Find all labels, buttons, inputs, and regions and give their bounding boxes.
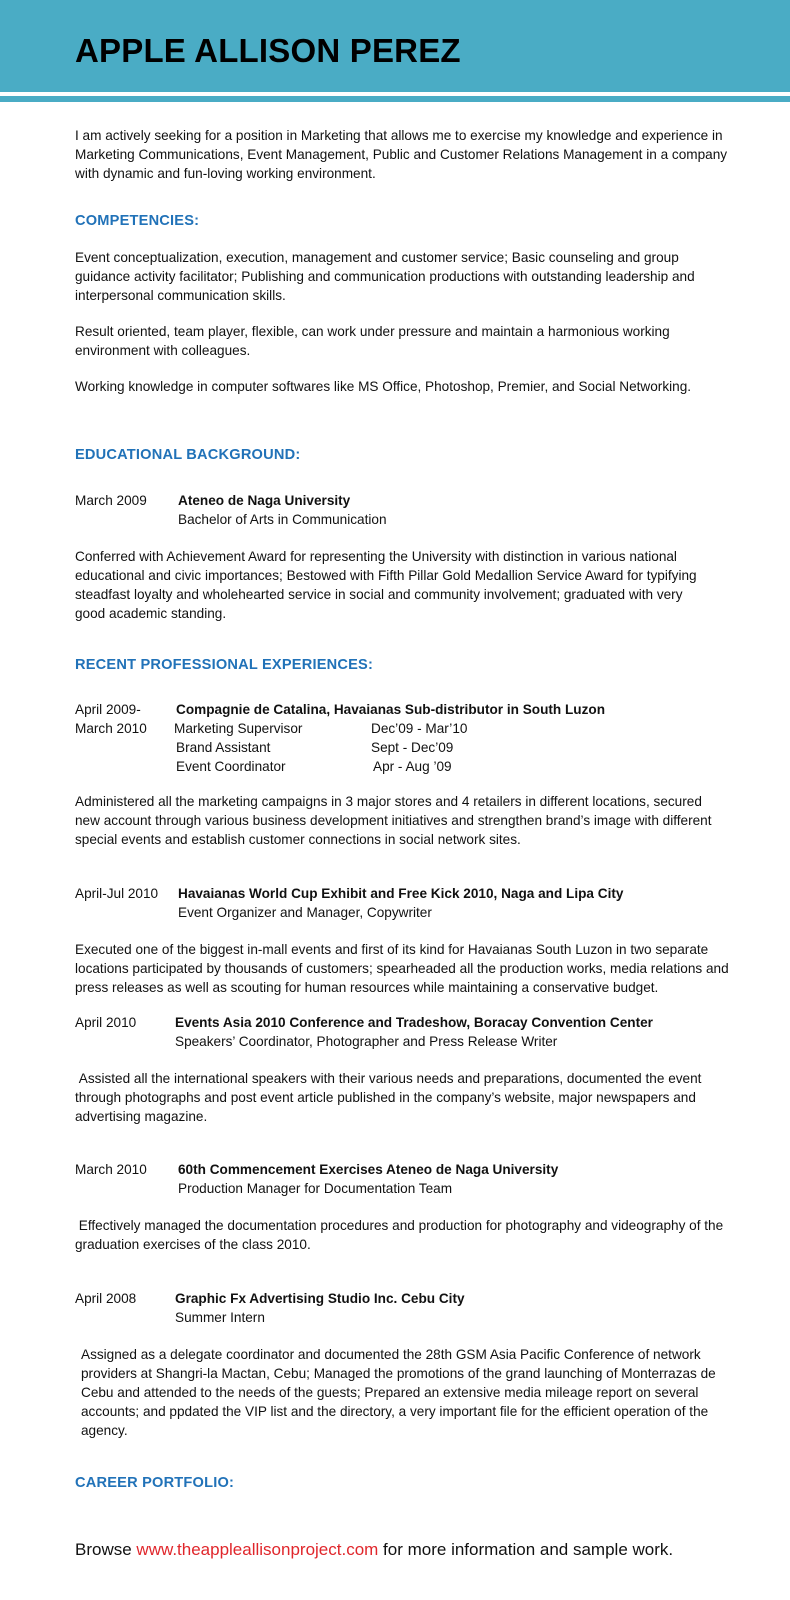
experience-description: Assisted all the international speakers with their various needs and preparations, documented the event through photographs and post event article published in the company’s website, major newspapers and advertising magazine.: [75, 1071, 706, 1124]
competencies-title: COMPETENCIES:: [75, 213, 200, 229]
experience-org: 60th Commencement Exercises Ateneo de Naga University: [178, 1162, 559, 1177]
experience-period: Sept - Dec’09: [371, 740, 454, 755]
portfolio-prefix: Browse: [75, 1540, 137, 1559]
competency-item: Working knowledge in computer softwares like MS Office, Photoshop, Premier, and Social Networking.: [75, 379, 692, 394]
experience-description: Administered all the marketing campaigns in 3 major stores and 4 retailers in different locations, secured new account through various business development initiatives and strengthen brand’s image with different special events and establish customer connections in social network sites.: [75, 794, 712, 847]
education-date: March 2009: [75, 493, 147, 508]
experience-period: Dec’09 - Mar’10: [371, 721, 468, 736]
experience-role: Event Coordinator: [176, 759, 286, 774]
experience-date: April-Jul 2010: [75, 886, 159, 901]
portfolio-title: CAREER PORTFOLIO:: [75, 1475, 235, 1491]
experience-description: Effectively managed the documentation procedures and production for photography and videography of the graduation exercises of the class 2010.: [75, 1218, 727, 1252]
experience-role: Speakers’ Coordinator, Photographer and Press Release Writer: [175, 1034, 558, 1049]
resume-name: APPLE ALLISON PEREZ: [75, 32, 461, 69]
experience-org: Events Asia 2010 Conference and Tradeshow, Boracay Convention Center: [175, 1015, 653, 1030]
education-school: Ateneo de Naga University: [178, 493, 351, 508]
header-rule: [0, 96, 790, 102]
experience-period: Apr - Aug ’09: [373, 759, 452, 774]
experience-org: Graphic Fx Advertising Studio Inc. Cebu City: [175, 1291, 465, 1306]
education-degree: Bachelor of Arts in Communication: [178, 512, 387, 527]
objective-text: I am actively seeking for a position in Marketing that allows me to exercise my knowledge and experience in Marketing Communications, Event Management, Public and Customer Relations Management in a company with dynamic and fun-loving working environment.: [75, 128, 728, 181]
experience-role: Event Organizer and Manager, Copywriter: [178, 905, 432, 920]
experience-description: Assigned as a delegate coordinator and documented the 28th GSM Asia Pacific Conference of network providers at Shangri-la Mactan, Cebu; Managed the promotions of the grand launching of Monterrazas de Cebu and attended to the needs of the guests; Prepared an extensive media mileage report on several accounts; and ppdated the VIP list and the directory, a very important file for the efficient operation of the agency.: [81, 1347, 716, 1438]
experience-org: Compagnie de Catalina, Havaianas Sub-distributor in South Luzon: [176, 702, 605, 717]
experience-description: Executed one of the biggest in-mall events and first of its kind for Havaianas South Luzon in two separate locations participated by thousands of customers; spearheaded all the production works, media relations and press releases as well as scouting for human resources while maintaining a conservative budget.: [75, 942, 729, 995]
competency-item: Event conceptualization, execution, management and customer service; Basic counseling and group guidance activity facilitator; Publishing and communication productions with outstanding leadership and interpersonal communication skills.: [75, 250, 695, 303]
experience-role: Production Manager for Documentation Team: [178, 1181, 453, 1196]
experience-date: April 2008: [75, 1291, 137, 1306]
portfolio-line: [75, 1540, 673, 1560]
portfolio-suffix: for more information and sample work.: [378, 1540, 674, 1559]
competency-item: Result oriented, team player, flexible, can work under pressure and maintain a harmonious working environment with colleagues.: [75, 324, 670, 358]
experience-role: Brand Assistant: [176, 740, 271, 755]
experience-date: April 2009- March 2010: [75, 702, 147, 736]
experience-role: Marketing Supervisor: [174, 721, 303, 736]
portfolio-link[interactable]: www.theappleallisonproject.com: [136, 1540, 379, 1559]
education-description: Conferred with Achievement Award for representing the University with distinction in various national educational and civic importances; Bestowed with Fifth Pillar Gold Medallion Service Award for typifying steadfast loyalty and wholehearted service in social and community involvement; graduated with very good academic standing.: [75, 549, 697, 621]
experience-date: March 2010: [75, 1162, 147, 1177]
experience-org: Havaianas World Cup Exhibit and Free Kick 2010, Naga and Lipa City: [178, 886, 624, 901]
experience-date: April 2010: [75, 1015, 137, 1030]
experience-role: Summer Intern: [175, 1310, 265, 1325]
education-title: EDUCATIONAL BACKGROUND:: [75, 447, 301, 463]
experience-title: RECENT PROFESSIONAL EXPERIENCES:: [75, 657, 374, 673]
